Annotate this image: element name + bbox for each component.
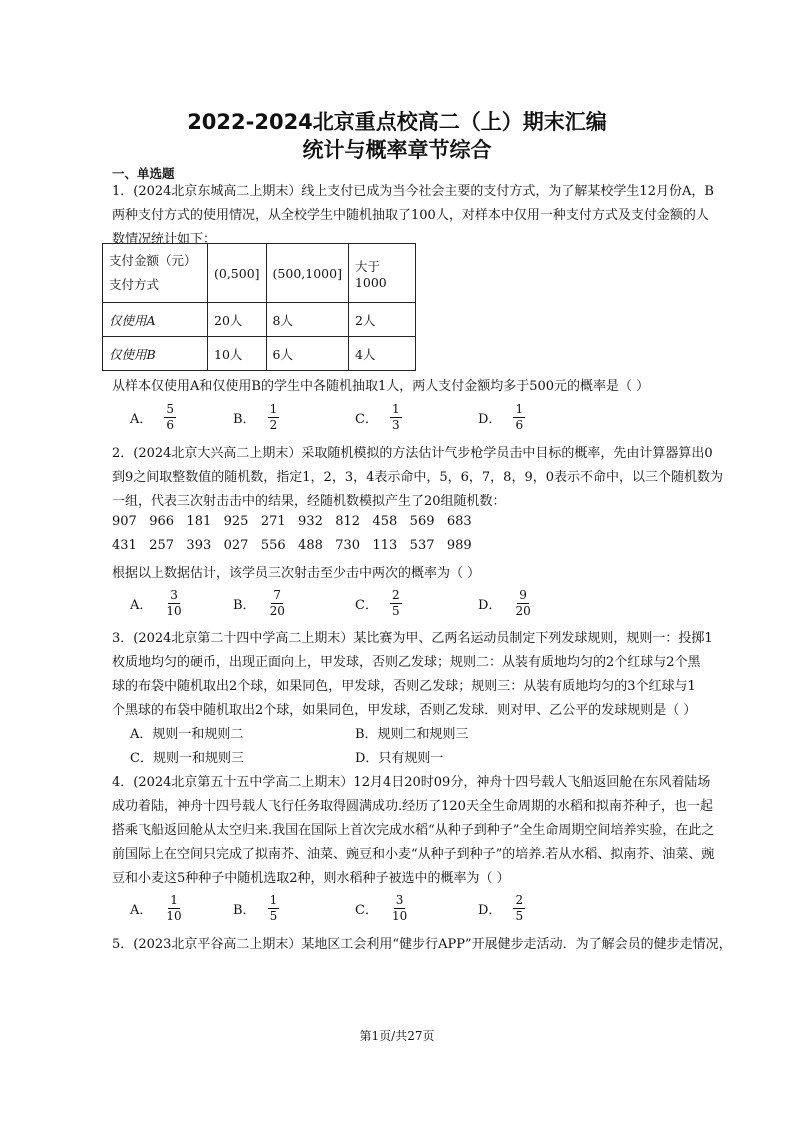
table-col-header: (0,500]: [208, 244, 267, 303]
payment-table: [102, 243, 416, 371]
q2-question: 根据以上数据估计，该学员三次射击至少击中两次的概率为（ ）: [112, 566, 481, 581]
random-numbers-row-1: 907 966 181 925 271 932 812 458 569 683: [112, 514, 472, 529]
q3-option-d[interactable]: D．只有规则一: [355, 751, 444, 766]
page-title: 2022-2024北京重点校高二（上）期末汇编: [187, 110, 607, 134]
page-footer: 第1页/共27页: [359, 1029, 435, 1043]
q4-option-d[interactable]: D． $\frac{2}{5}$: [478, 893, 524, 923]
section-heading: 一、单选题: [112, 166, 175, 181]
q1-option-c[interactable]: C． $\frac{1}{3}$: [355, 402, 400, 432]
fraction: $\frac{2}{5}$: [391, 588, 400, 618]
q3-option-a[interactable]: A．规则一和规则二: [130, 727, 244, 742]
q3-line-4: 个黑球的布袋中随机取出2个球，如果同色，甲发球，否则乙发球．则对甲、乙公平的发球规则是（ ）: [112, 703, 697, 718]
q2-option-d[interactable]: D． $\frac{9}{20}$: [478, 588, 531, 618]
page-subtitle: 统计与概率章节综合: [302, 138, 492, 162]
table-cell: 4人: [348, 337, 415, 371]
q4-line-1: 4．(2024北京第五十五中学高二上期末）12月4日20时09分，神舟十四号载人飞船返回舱在东风着陆场: [112, 775, 711, 790]
table-cell: 10人: [208, 337, 267, 371]
q3-line-3: 球的布袋中随机取出2个球，如果同色，甲发球，否则乙发球；规则三：从装有质地均匀的3个红球与1: [112, 679, 696, 694]
table-row-label: 仅使用B: [103, 337, 208, 371]
q1-option-a[interactable]: A． $\frac{5}{6}$: [130, 402, 175, 432]
fraction: $\frac{1}{10}$: [166, 893, 182, 923]
q1-line-1: 1．(2024北京东城高二上期末）线上支付已成为当今社会主要的支付方式，为了解某校学生12月份A，B: [112, 184, 714, 199]
q2-option-b[interactable]: B． $\frac{7}{20}$: [233, 588, 285, 618]
q2-option-c[interactable]: C． $\frac{2}{5}$: [355, 588, 400, 618]
q4-option-a[interactable]: A． $\frac{1}{10}$: [130, 893, 182, 923]
table-cell: 8人: [266, 303, 348, 337]
fraction: $\frac{1}{6}$: [515, 402, 524, 432]
fraction: $\frac{3}{10}$: [391, 893, 408, 923]
q1-line-3: 数情况统计如下：: [112, 232, 217, 247]
table-cell: 2人: [348, 303, 415, 337]
q4-line-4: 前国际上在空间只完成了拟南芥、油菜、豌豆和小麦“从种子到种子”的培养.若从水稻、拟南芥、油菜、豌: [112, 847, 715, 862]
table-col-header: 大于1000: [348, 244, 415, 303]
table-cell: 6人: [266, 337, 348, 371]
q1-option-b[interactable]: B． $\frac{1}{2}$: [233, 402, 278, 432]
fraction: $\frac{5}{6}$: [166, 402, 175, 432]
q4-line-2: 成功着陆，神舟十四号载人飞行任务取得圆满成功.经历了120天全生命周期的水稻和拟南芥种子，也一起: [112, 799, 713, 814]
fraction: $\frac{3}{10}$: [166, 588, 182, 618]
table-col-header: (500,1000]: [266, 244, 348, 303]
table-header-cell: 支付金额（元） 支付方式: [103, 244, 208, 303]
q2-line-2: 到9之间取整数值的随机数，指定1，2，3，4表示命中，5，6，7，8，9，0表示不命中，以三个随机数为: [112, 470, 723, 485]
fraction: $\frac{7}{20}$: [269, 588, 285, 618]
fraction: $\frac{2}{5}$: [515, 893, 524, 923]
fraction: $\frac{1}{2}$: [269, 402, 278, 432]
q5-line-1: 5．(2023北京平谷高二上期末）某地区工会利用“健步行APP”开展健步走活动．为了解会员的健步走情况，: [112, 937, 732, 952]
q1-question: 从样本仅使用A和仅使用B的学生中各随机抽取1人，两人支付金额均多于500元的概率是（ ）: [112, 379, 650, 394]
table-row-label: 仅使用A: [103, 303, 208, 337]
q2-line-3: 一组，代表三次射击击中的结果，经随机数模拟产生了20组随机数：: [112, 494, 506, 509]
q3-option-b[interactable]: B．规则二和规则三: [355, 727, 469, 742]
q2-option-a[interactable]: A． $\frac{3}{10}$: [130, 588, 182, 618]
q3-line-2: 枚质地均匀的硬币，出现正面向上，甲发球，否则乙发球；规则二：从装有质地均匀的2个红球与2个黑: [112, 655, 701, 670]
fraction: $\frac{1}{3}$: [391, 402, 400, 432]
fraction: $\frac{1}{5}$: [269, 893, 278, 923]
table-row: [103, 303, 416, 337]
table-cell: 20人: [208, 303, 267, 337]
q2-line-1: 2．(2024北京大兴高二上期末）采取随机模拟的方法估计气步枪学员击中目标的概率，先由计算器算出0: [112, 446, 713, 461]
random-numbers-row-2: 431 257 393 027 556 488 730 113 537 989: [112, 538, 472, 553]
q4-option-c[interactable]: C． $\frac{3}{10}$: [355, 893, 408, 923]
q3-option-c[interactable]: C．规则一和规则三: [130, 751, 244, 766]
q1-line-2: 两种支付方式的使用情况，从全校学生中随机抽取了100人，对样本中仅用一种支付方式及支付金额的人: [112, 208, 709, 223]
q4-line-5: 豆和小麦这5种种子中随机选取2种，则水稻种子被选中的概率为（ ）: [112, 871, 510, 886]
q4-line-3: 搭乘飞船返回舱从太空归来.我国在国际上首次完成水稻“从种子到种子”全生命周期空间培养实验，在此之: [112, 823, 715, 838]
fraction: $\frac{9}{20}$: [515, 588, 531, 618]
q4-option-b[interactable]: B． $\frac{1}{5}$: [233, 893, 278, 923]
table-row: [103, 337, 416, 371]
q1-option-d[interactable]: D． $\frac{1}{6}$: [478, 402, 524, 432]
q3-line-1: 3．(2024北京第二十四中学高二上期末）某比赛为甲、乙两名运动员制定下列发球规则，规则一：投掷1: [112, 631, 713, 646]
